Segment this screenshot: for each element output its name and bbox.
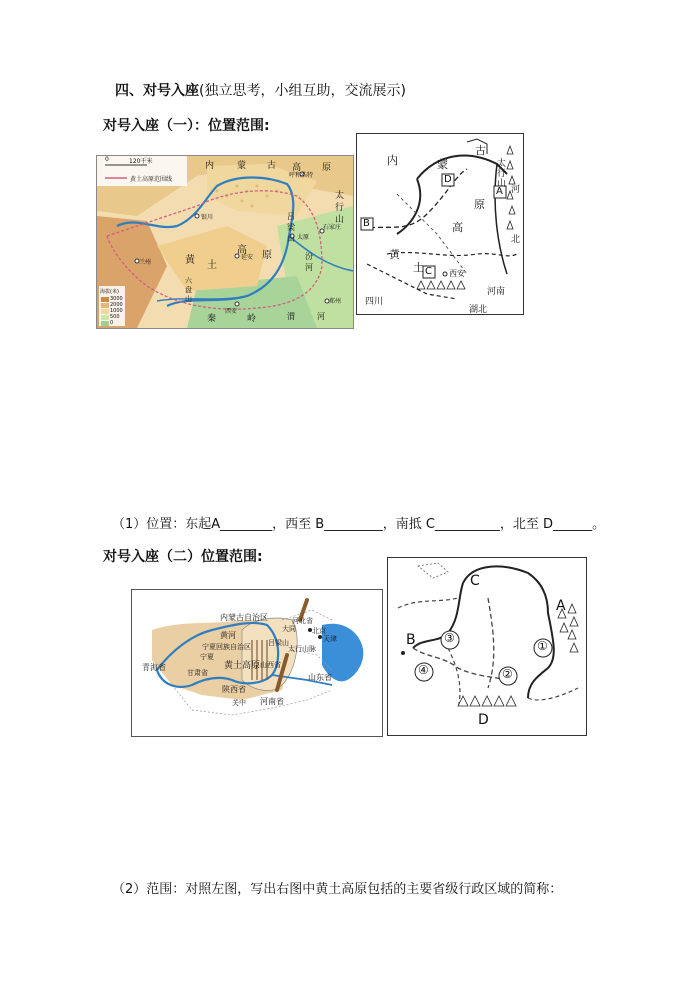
map1-label-liang: 梁 <box>287 223 295 232</box>
map1-city-yanan: 延安 <box>241 254 254 261</box>
map2-label-nei: 内 <box>387 154 398 167</box>
map1-city-lanzhou: 兰州 <box>139 259 152 266</box>
map3-label-loess-plateau: 黄土高原 <box>224 661 261 671</box>
map3-label-beijing: 北京 <box>312 627 326 635</box>
map1-label-tu: 土 <box>207 260 217 271</box>
map4-marker-d: D <box>478 712 489 728</box>
map3-label-taihang: 太行山脉 <box>288 645 316 653</box>
part2-title: 对号入座（二）位置范围: <box>103 549 263 565</box>
map2-city-xian: 西安 <box>449 269 465 278</box>
map1-label-liu: 六 <box>185 277 192 285</box>
map1-label-pan: 盘 <box>185 286 192 294</box>
map1-label-qin: 秦 <box>207 314 217 324</box>
map1-label-gao: 高 <box>292 163 302 173</box>
section-heading-title: 四、对号入座 <box>115 83 199 99</box>
map1-label-tai: 太 <box>335 191 345 201</box>
map1-label-hang: 行 <box>335 203 345 213</box>
map1-city-hohhot: 呼和浩特 <box>289 172 314 179</box>
map1-city-shijiazhuang: 石家庄 <box>323 224 342 231</box>
question-1: （1）位置：东起A________，西至 B_________，南抵 C__________，北至 D______。 <box>112 517 606 532</box>
map1-label-gu: 古 <box>267 161 277 171</box>
map1-label-ling: 岭 <box>247 314 257 324</box>
map1-legend-3000: 3000 <box>110 296 123 302</box>
loess-plateau-outline-map <box>356 133 524 315</box>
map2-label-henan: 河南 <box>487 287 506 297</box>
map1-label-yuan: 原 <box>322 163 332 173</box>
map1-label-shan1: 山 <box>287 234 295 243</box>
map2-label-hubei: 湖北 <box>469 305 488 315</box>
map1-city-taiyuan: 太原 <box>297 234 310 241</box>
loess-plateau-province-map <box>131 589 383 737</box>
map1-label-huang: 黄 <box>185 255 195 266</box>
part1-title: 对号入座（一）：位置范围: <box>103 118 270 134</box>
map2-label-shan: 山 <box>497 179 507 189</box>
map2-marker-b: B <box>363 218 370 229</box>
map2-marker-d: D <box>444 174 452 185</box>
loess-plateau-topographic-map <box>96 155 354 329</box>
map1-city-yinchuan: 银川 <box>201 214 214 221</box>
map1-legend-1000: 1000 <box>110 308 123 314</box>
map3-label-lvliang: 吕梁山 <box>268 639 289 647</box>
map1-scale-zero: 0 <box>105 156 109 163</box>
question-2: （2）范围：对照左图，写出右图中黄土高原包括的主要省级行政区域的简称： <box>112 882 563 897</box>
map4-region-3: ③ <box>444 631 455 645</box>
map1-label-he1: 河 <box>305 263 313 272</box>
map1-label-shan3: 山 <box>185 295 192 303</box>
map4-marker-c: C <box>470 573 480 589</box>
map3-label-gansu: 甘肃省 <box>187 669 208 677</box>
map1-legend-0: 0 <box>110 320 114 326</box>
map4-region-4: ④ <box>418 663 429 677</box>
map3-label-datong: 大同 <box>282 625 296 633</box>
map2-label-yuan: 原 <box>474 198 485 211</box>
map3-label-henan: 河南省 <box>260 697 284 706</box>
map1-label-meng: 蒙 <box>237 161 247 171</box>
section-heading-note: (独立思考，小组互助，交流展示) <box>199 83 406 99</box>
map1-label-shan2: 山 <box>335 215 345 225</box>
map1-label-lv: 吕 <box>287 212 295 221</box>
map2-label-sichuan: 四川 <box>365 297 384 307</box>
map2-label-gu: 古 <box>475 144 486 157</box>
map4-region-2: ② <box>502 667 513 681</box>
map4-marker-b: B <box>406 632 416 648</box>
map2-label-bei: 北 <box>511 235 521 245</box>
map1-legend-500: 500 <box>110 314 120 320</box>
map2-label-hang: 行 <box>497 169 507 179</box>
map1-label-wei: 渭 <box>287 312 295 321</box>
map1-legend-title: 海拔(米) <box>100 289 119 295</box>
section-heading <box>115 80 406 100</box>
map3-label-tianjin: 天津 <box>323 635 337 643</box>
map3-label-ningxia-region: 宁夏回族自治区 <box>202 643 251 651</box>
map4-region-1: ① <box>537 639 548 653</box>
map2-label-huang: 黄 <box>389 248 400 261</box>
map1-legend-2000: 2000 <box>110 302 123 308</box>
map1-scale-label: 120千米 <box>129 158 153 165</box>
map2-label-tu: 土 <box>413 261 424 274</box>
map2-marker-c: C <box>425 266 432 277</box>
map3-label-ningxia: 宁夏 <box>200 653 214 661</box>
map3-label-inner-mongolia: 内蒙古自治区 <box>220 613 268 622</box>
map1-label-fen: 汾 <box>305 252 313 261</box>
map1-legend-boundary: 黄土高原范围线 <box>130 176 173 183</box>
map1-city-zhengzhou: 郑州 <box>329 298 342 305</box>
map3-label-hebei: 河北省 <box>292 617 313 625</box>
region-map-svg <box>388 558 586 735</box>
map1-label-yuan2: 原 <box>262 250 272 261</box>
map3-label-yellow-river: 黄河 <box>220 631 236 640</box>
map3-label-guanzhong: 关中 <box>232 699 246 707</box>
map1-city-xian: 西安 <box>225 308 238 315</box>
map3-label-shandong: 山东省 <box>308 673 332 682</box>
map2-label-gao: 高 <box>452 221 463 234</box>
map3-label-shanxi: 山西省 <box>260 661 281 669</box>
map2-marker-a: A <box>496 186 503 197</box>
map3-label-qinghai: 青海省 <box>142 663 166 672</box>
map2-label-he: 河 <box>511 185 521 195</box>
map4-marker-a: A <box>556 598 566 614</box>
map1-label-he2: 河 <box>317 312 325 321</box>
map2-label-tai: 太 <box>497 159 507 169</box>
map1-label-nei: 内 <box>205 161 215 171</box>
map1-label-gao2: 高 <box>237 245 247 256</box>
map3-label-shaanxi: 陕西省 <box>222 685 246 694</box>
loess-plateau-region-map <box>387 557 587 736</box>
map2-label-meng: 蒙 <box>437 158 448 171</box>
